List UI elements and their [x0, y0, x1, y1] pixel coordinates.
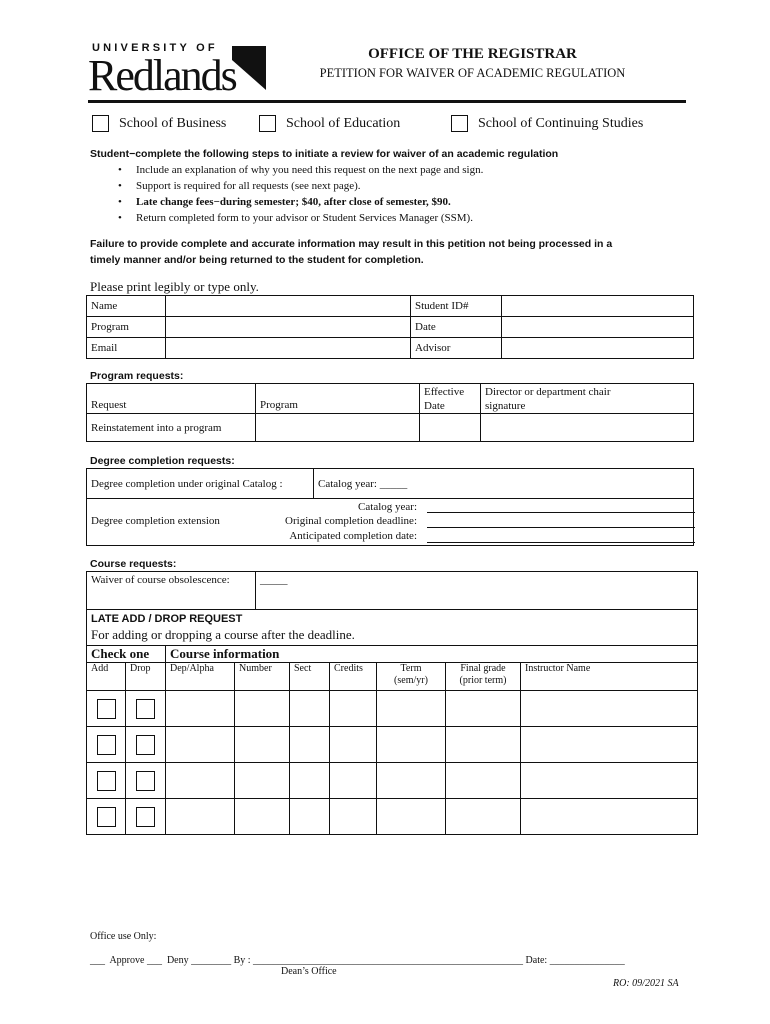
credits-field[interactable] — [330, 799, 377, 835]
bullet-dot: • — [118, 196, 122, 208]
program-label: Program — [87, 317, 166, 338]
drop-checkbox[interactable] — [136, 699, 155, 719]
drop-cell — [126, 691, 166, 727]
bullet-dot: • — [118, 164, 122, 176]
drop-checkbox[interactable] — [136, 771, 155, 791]
instructor-field[interactable] — [521, 691, 698, 727]
ext-original-deadline-label: Original completion deadline: — [285, 515, 417, 527]
reinstatement-label: Reinstatement into a program — [87, 414, 256, 442]
add-cell — [87, 799, 126, 835]
credits-field[interactable] — [330, 763, 377, 799]
dep-alpha-field[interactable] — [166, 727, 235, 763]
course-info-label: Course information — [166, 646, 698, 663]
col-director — [481, 384, 694, 414]
drop-cell — [126, 727, 166, 763]
print-prompt: Please print legibly or type only. — [90, 279, 259, 294]
col-director-line1: Director or department chair — [485, 385, 611, 398]
ext-catalog-year-line[interactable] — [427, 512, 695, 513]
drop-cell — [126, 799, 166, 835]
col-program: Program — [256, 384, 420, 414]
final-grade-field[interactable] — [446, 727, 521, 763]
approval-line[interactable]: ___ Approve ___ Deny ________ By : ______________________________________________________ Date: _______________ — [90, 955, 625, 966]
term-field[interactable] — [377, 691, 446, 727]
term-field[interactable] — [377, 799, 446, 835]
name-field[interactable] — [166, 296, 411, 317]
logo-university-of: UNIVERSITY OF — [92, 42, 218, 54]
credits-field[interactable] — [330, 727, 377, 763]
office-title: OFFICE OF THE REGISTRAR — [368, 46, 577, 62]
advisor-field[interactable] — [502, 338, 694, 359]
header-rule — [88, 100, 686, 103]
student-id-field[interactable] — [502, 296, 694, 317]
final-grade-field[interactable] — [446, 763, 521, 799]
program-field[interactable] — [166, 317, 411, 338]
col-request: Request — [87, 384, 256, 414]
add-cell — [87, 763, 126, 799]
final-grade-field[interactable] — [446, 691, 521, 727]
sect-field[interactable] — [290, 691, 330, 727]
col-effective: Effective — [424, 385, 465, 398]
degree-requests-heading: Degree completion requests: — [90, 455, 235, 467]
email-label: Email — [87, 338, 166, 359]
term-field[interactable] — [377, 727, 446, 763]
add-checkbox[interactable] — [97, 807, 116, 827]
number-field[interactable] — [235, 799, 290, 835]
instructor-field[interactable] — [521, 727, 698, 763]
col-term — [377, 663, 446, 691]
warning-line-2: timely manner and/or being returned to the student for completion. — [90, 254, 424, 266]
reinstatement-date-field[interactable] — [420, 414, 481, 442]
col-effective-date — [420, 384, 481, 414]
col-grade-label: Final grade — [460, 663, 506, 674]
add-cell — [87, 691, 126, 727]
ext-anticipated-line[interactable] — [427, 542, 695, 543]
program-requests-table — [86, 383, 694, 442]
extension-cell — [87, 499, 694, 546]
email-field[interactable] — [166, 338, 411, 359]
number-field[interactable] — [235, 763, 290, 799]
number-field[interactable] — [235, 691, 290, 727]
number-field[interactable] — [235, 727, 290, 763]
instruction-bullet-2: Support is required for all requests (see next page). — [136, 180, 361, 192]
drop-cell — [126, 763, 166, 799]
course-row — [87, 727, 698, 763]
col-director-line2: signature — [485, 399, 526, 412]
sect-field[interactable] — [290, 763, 330, 799]
school-business-checkbox[interactable] — [92, 115, 109, 132]
dep-alpha-field[interactable] — [166, 691, 235, 727]
add-checkbox[interactable] — [97, 699, 116, 719]
col-date: Date — [424, 399, 445, 412]
form-code: RO: 09/2021 SA — [613, 978, 679, 989]
dep-alpha-field[interactable] — [166, 763, 235, 799]
program-requests-heading: Program requests: — [90, 370, 184, 382]
office-use-label: Office use Only: — [90, 931, 157, 942]
catalog-year-label[interactable]: Catalog year: _____ — [314, 469, 694, 499]
student-id-label: Student ID# — [411, 296, 502, 317]
advisor-label: Advisor — [411, 338, 502, 359]
sect-field[interactable] — [290, 799, 330, 835]
waiver-label: Waiver of course obsolescence: — [87, 572, 256, 610]
degree-requests-table — [86, 468, 694, 546]
ext-anticipated-label: Anticipated completion date: — [289, 530, 417, 542]
add-cell — [87, 727, 126, 763]
extension-label: Degree completion extension — [91, 515, 220, 527]
drop-checkbox[interactable] — [136, 807, 155, 827]
ext-catalog-year-label: Catalog year: — [358, 501, 417, 513]
original-catalog-label: Degree completion under original Catalog : — [87, 469, 314, 499]
course-row — [87, 691, 698, 727]
school-business-label: School of Business — [119, 116, 227, 131]
petition-title: PETITION FOR WAIVER OF ACADEMIC REGULATION — [319, 66, 626, 80]
late-add-drop-title: LATE ADD / DROP REQUEST — [91, 613, 243, 625]
school-education-label: School of Education — [286, 116, 401, 131]
col-drop: Drop — [126, 663, 166, 691]
course-requests-heading: Course requests: — [90, 558, 177, 570]
bullet-dot: • — [118, 212, 122, 224]
course-requests-table — [86, 571, 698, 646]
col-term-label: Term — [400, 663, 422, 674]
reinstatement-signature-field[interactable] — [481, 414, 694, 442]
waiver-field[interactable]: _____ — [256, 572, 698, 610]
school-continuing-checkbox[interactable] — [451, 115, 468, 132]
instruction-bullet-1: Include an explanation of why you need this request on the next page and sign. — [136, 164, 484, 176]
col-grade-sub: (prior term) — [459, 675, 507, 686]
col-credits: Credits — [330, 663, 377, 691]
school-continuing-label: School of Continuing Studies — [478, 116, 644, 131]
reinstatement-program-field[interactable] — [256, 414, 420, 442]
col-term-sub: (sem/yr) — [394, 675, 428, 686]
add-checkbox[interactable] — [97, 735, 116, 755]
instruction-bullet-4: Return completed form to your advisor or Student Services Manager (SSM). — [136, 212, 473, 224]
course-grid — [86, 645, 698, 835]
late-add-drop-header — [87, 610, 698, 646]
late-add-drop-subtitle: For adding or dropping a course after the deadline. — [91, 627, 355, 642]
credits-field[interactable] — [330, 691, 377, 727]
course-row — [87, 799, 698, 835]
date-label: Date — [411, 317, 502, 338]
sect-field[interactable] — [290, 727, 330, 763]
instructor-field[interactable] — [521, 799, 698, 835]
instruction-bullet-3: Late change fees−during semester; $40, after close of semester, $90. — [136, 196, 451, 208]
logo-redlands: Redlands — [88, 51, 236, 100]
ext-original-deadline-line[interactable] — [427, 527, 695, 528]
term-field[interactable] — [377, 763, 446, 799]
course-row — [87, 763, 698, 799]
dep-alpha-field[interactable] — [166, 799, 235, 835]
date-field[interactable] — [502, 317, 694, 338]
col-instructor: Instructor Name — [521, 663, 698, 691]
col-dep-alpha: Dep/Alpha — [166, 663, 235, 691]
instructor-field[interactable] — [521, 763, 698, 799]
col-add: Add — [87, 663, 126, 691]
deans-office-label: Dean’s Office — [281, 966, 337, 977]
drop-checkbox[interactable] — [136, 735, 155, 755]
name-label: Name — [87, 296, 166, 317]
school-education-checkbox[interactable] — [259, 115, 276, 132]
logo-mark-icon — [226, 46, 266, 90]
instructions-heading: Student−complete the following steps to initiate a review for waiver of an academic regulation — [90, 148, 559, 160]
warning-line-1: Failure to provide complete and accurate information may result in this petition not being processed in a — [90, 238, 613, 250]
col-grade — [446, 663, 521, 691]
check-one-label: Check one — [87, 646, 166, 663]
bullet-dot: • — [118, 180, 122, 192]
add-checkbox[interactable] — [97, 771, 116, 791]
col-number: Number — [235, 663, 290, 691]
final-grade-field[interactable] — [446, 799, 521, 835]
col-sect: Sect — [290, 663, 330, 691]
student-info-table — [86, 295, 694, 359]
